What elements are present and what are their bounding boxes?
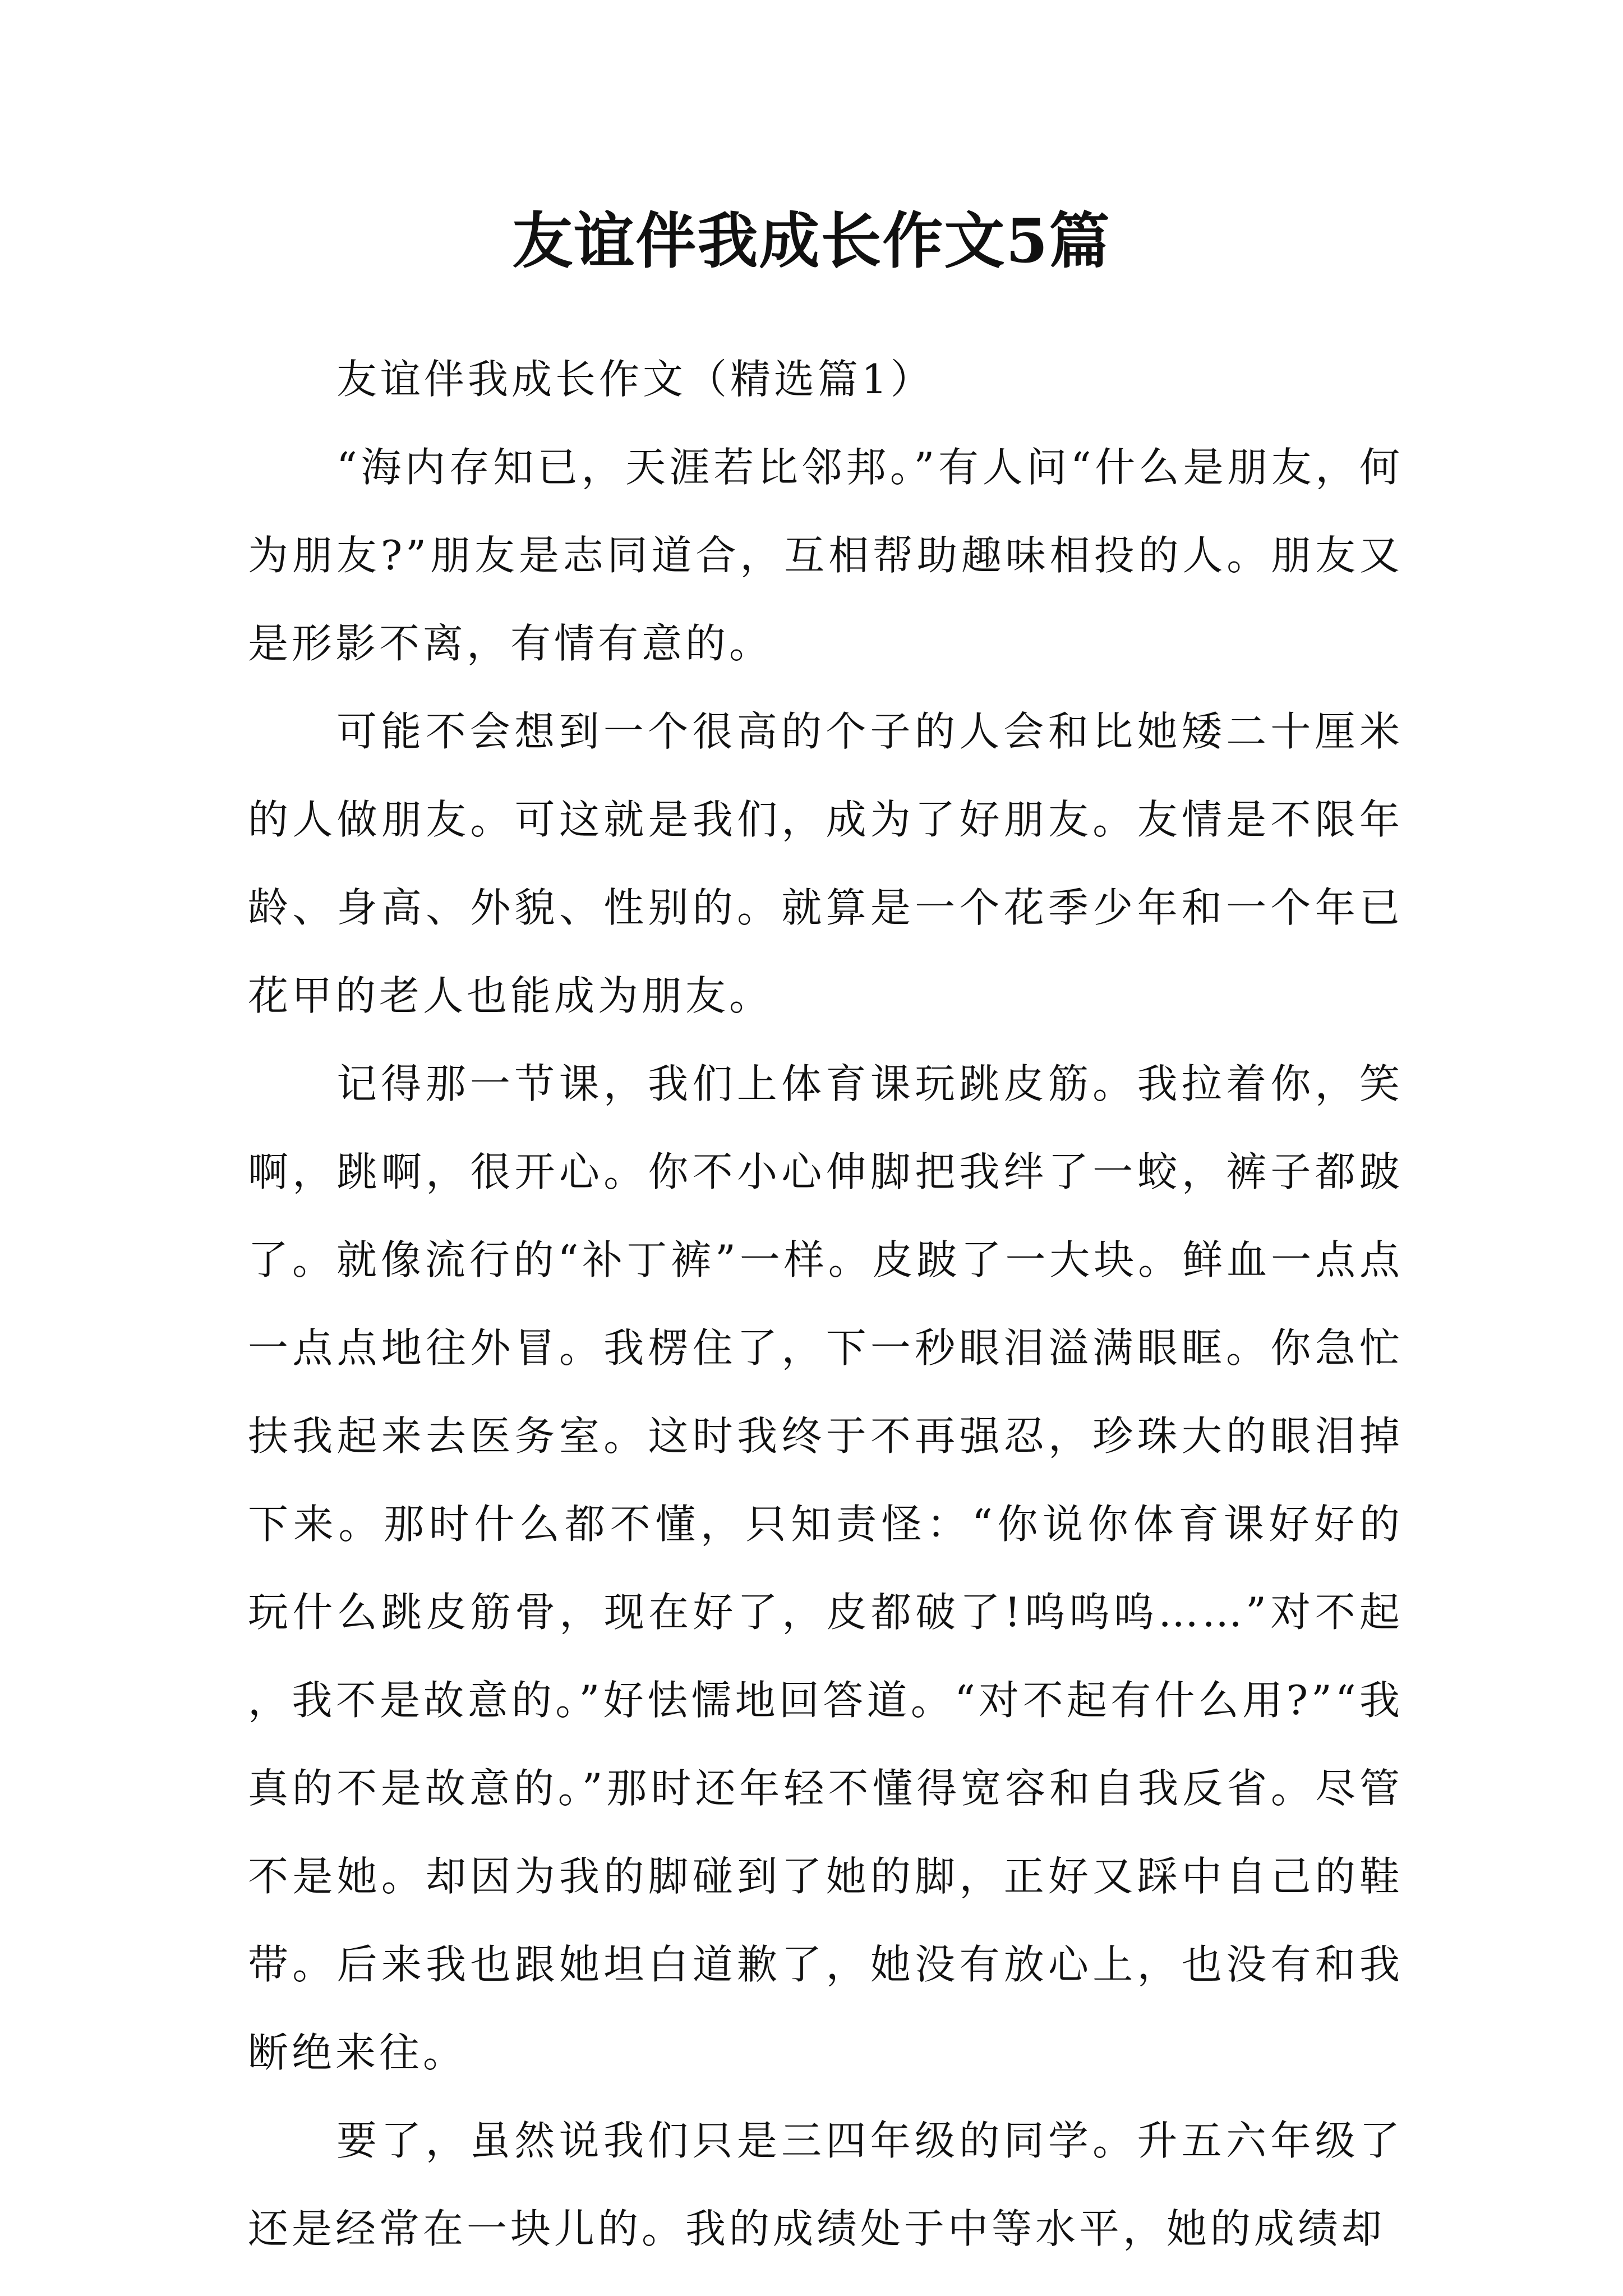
document-body [248,335,1403,2273]
body-paragraph: “海内存知已，天涯若比邻邦。”有人问“什么是朋友，何为朋友?”朋友是志同道合，互相帮助趣味相投的人。朋友又是形影不离，有情有意的。 [248,444,1403,667]
body-paragraph: 记得那一节课，我们上体育课玩跳皮筋。我拉着你，笑啊，跳啊，很开心。你不小心伸脚把我绊了一蛟，裤子都跛了。就像流行的“补丁裤”一样。皮跛了一大块。鲜血一点点一点点地往外冒。我楞住了，下一秒眼泪溢满眼眶。你急忙扶我起来去医务室。这时我终于不再强忍，珍珠大的眼泪掉下来。那时什么都不懂，只知责怪：“你说你体育课好好的玩什么跳皮筋骨，现在好了，皮都破了!呜呜呜……”对不起，我不是故意的。”好怯懦地回答道。“对不起有什么用?”“我真的不是故意的。”那时还年轻不懂得宽容和自我反省。尽管不是她。却因为我的脚碰到了她的脚，正好又踩中自己的鞋带。后来我也跟她坦白道歉了，她没有放心上，也没有和我断绝来往。 [248,1060,1403,2076]
body-paragraph: 要了，虽然说我们只是三四年级的同学。升五六年级了还是经常在一块儿的。我的成绩处于中等水平，她的成绩却 [248,2117,1403,2252]
body-paragraph: 可能不会想到一个很高的个子的人会和比她矮二十厘米的人做朋友。可这就是我们，成为了好朋友。友情是不限年龄、身高、外貌、性别的。就算是一个花季少年和一个年已花甲的老人也能成为朋友。 [248,708,1403,1019]
document-title: 友谊伴我成长作文5篇 [512,206,1111,277]
section-heading: 友谊伴我成长作文（精选篇1） [336,356,934,403]
